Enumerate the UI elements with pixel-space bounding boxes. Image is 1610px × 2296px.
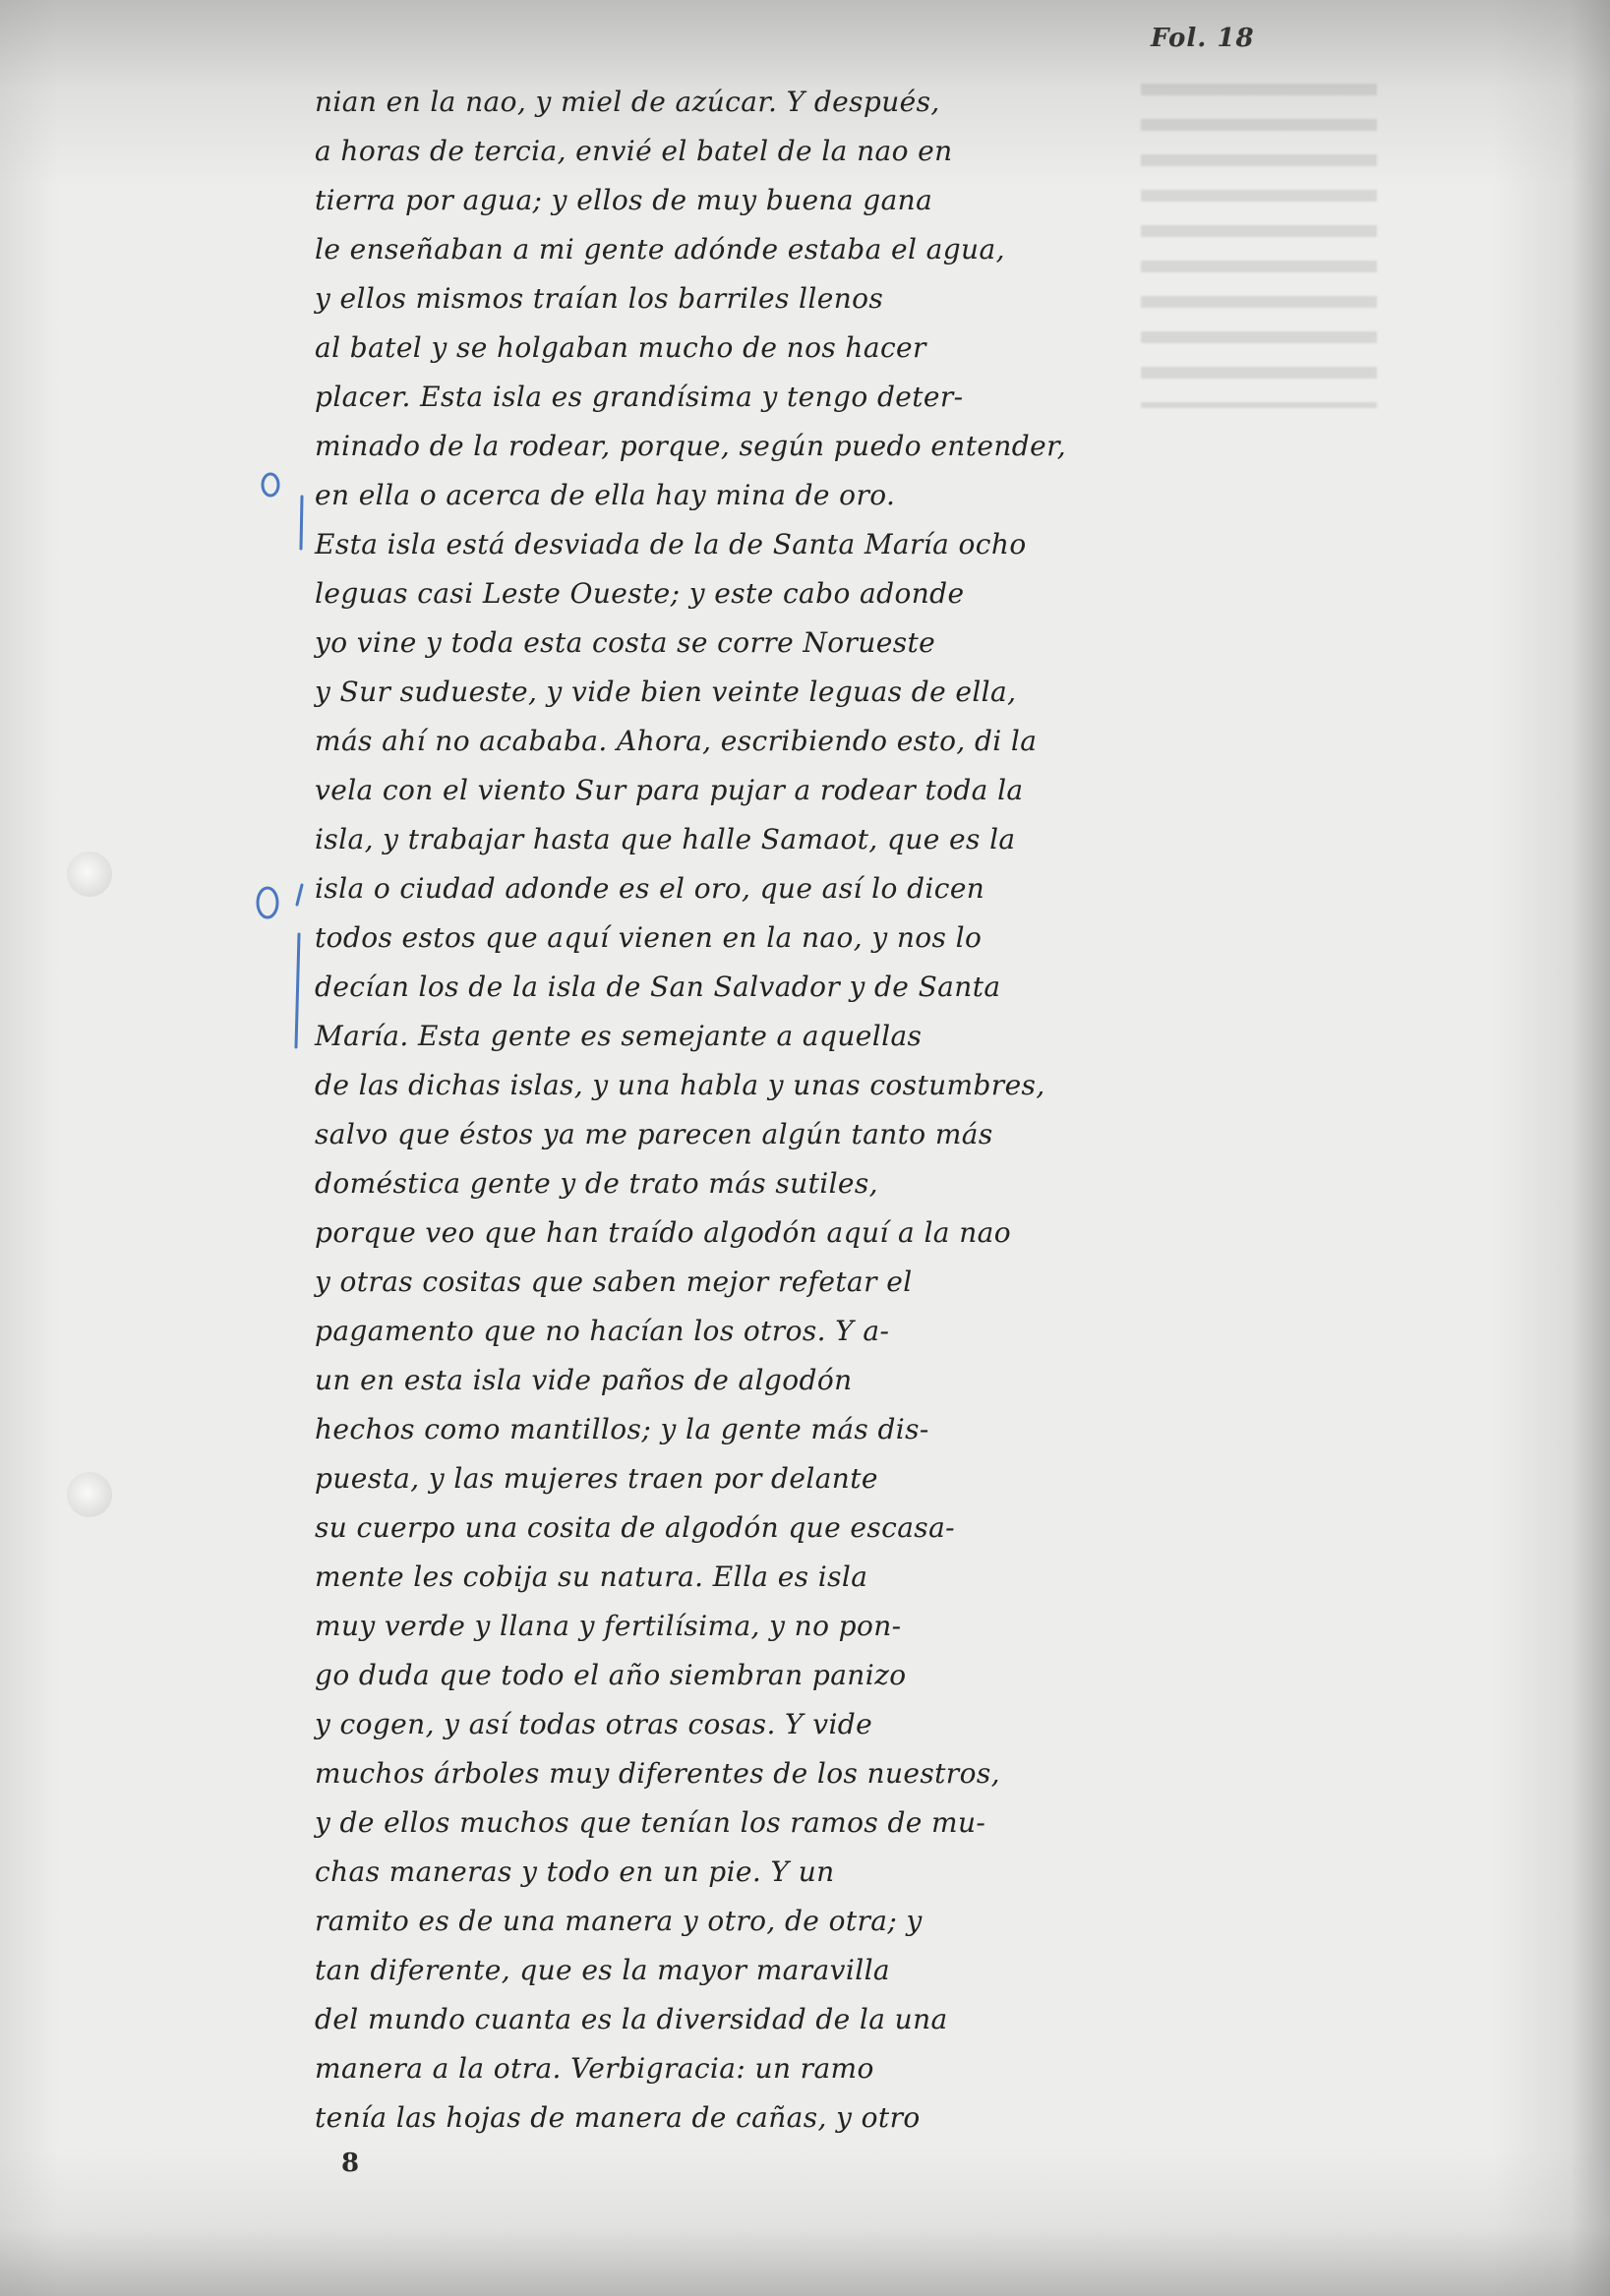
text-line: minado de la rodear, porque, según puedo entender,: [315, 430, 1067, 462]
text-line: y de ellos muchos que tenían los ramos de mu-: [315, 1806, 986, 1839]
text-line: chas maneras y todo en un pie. Y un: [315, 1855, 835, 1888]
text-line: y otras cositas que saben mejor refetar el: [315, 1266, 913, 1298]
text-line: muchos árboles muy diferentes de los nuestros,: [315, 1757, 1000, 1790]
text-line: yo vine y toda esta costa se corre Norueste: [315, 626, 936, 659]
text-line: a horas de tercia, envié el batel de la nao en: [315, 135, 953, 167]
text-line: tan diferente, que es la mayor maravilla: [315, 1954, 891, 1986]
punch-hole-upper: [67, 852, 112, 897]
margin-annotation-upper: [251, 462, 320, 560]
text-line: decían los de la isla de San Salvador y de Santa: [315, 971, 1001, 1003]
text-line: isla o ciudad adonde es el oro, que así lo dicen: [315, 872, 985, 905]
bleed-through-text: [1141, 84, 1377, 408]
text-line: al batel y se holgaban mucho de nos hacer: [315, 331, 926, 364]
text-line: puesta, y las mujeres traen por delante: [315, 1462, 878, 1495]
page-number: 8: [341, 2149, 360, 2178]
text-line: nian en la nao, y miel de azúcar. Y después,: [315, 86, 940, 118]
text-line: su cuerpo una cosita de algodón que escasa-: [315, 1511, 956, 1544]
text-line: placer. Esta isla es grandísima y tengo deter-: [315, 381, 964, 413]
text-line: pagamento que no hacían los otros. Y a-: [315, 1315, 890, 1347]
text-line: y cogen, y así todas otras cosas. Y vide: [315, 1708, 873, 1740]
text-line: Esta isla está desviada de la de Santa María ocho: [315, 528, 1027, 560]
text-line: porque veo que han traído algodón aquí a la nao: [315, 1216, 1011, 1249]
text-line: en ella o acerca de ella hay mina de oro.: [315, 479, 896, 511]
text-line: isla, y trabajar hasta que halle Samaot, que es la: [315, 823, 1016, 855]
text-line: del mundo cuanta es la diversidad de la una: [315, 2003, 948, 2035]
margin-annotation-lower: [246, 875, 325, 1072]
text-line: y ellos mismos traían los barriles llenos: [315, 282, 884, 315]
text-line: tierra por agua; y ellos de muy buena gana: [315, 184, 933, 216]
text-line: salvo que éstos ya me parecen algún tanto más: [315, 1118, 993, 1150]
text-line: muy verde y llana y fertilísima, y no pon-: [315, 1610, 902, 1642]
text-line: leguas casi Leste Oueste; y este cabo adonde: [315, 577, 965, 610]
text-line: tenía las hojas de manera de cañas, y otro: [315, 2101, 921, 2134]
text-line: manera a la otra. Verbigracia: un ramo: [315, 2052, 874, 2085]
text-line: le enseñaban a mi gente adónde estaba el agua,: [315, 233, 1005, 265]
text-line: go duda que todo el año siembran panizo: [315, 1659, 907, 1691]
text-line: todos estos que aquí vienen en la nao, y nos lo: [315, 921, 983, 954]
text-line: María. Esta gente es semejante a aquellas: [315, 1020, 923, 1052]
text-line: más ahí no acababa. Ahora, escribiendo esto, di la: [315, 725, 1038, 757]
text-line: de las dichas islas, y una habla y unas costumbres,: [315, 1069, 1045, 1101]
text-line: doméstica gente y de trato más sutiles,: [315, 1167, 878, 1200]
text-line: un en esta isla vide paños de algodón: [315, 1364, 853, 1396]
punch-hole-lower: [67, 1472, 112, 1517]
folio-number: Fol. 18: [1151, 24, 1255, 53]
text-line: vela con el viento Sur para pujar a rodear toda la: [315, 774, 1024, 806]
text-line: mente les cobija su natura. Ella es isla: [315, 1560, 868, 1593]
text-line: ramito es de una manera y otro, de otra; y: [315, 1905, 923, 1937]
text-line: y Sur sudueste, y vide bien veinte leguas de ella,: [315, 676, 1017, 708]
text-line: hechos como mantillos; y la gente más dis-: [315, 1413, 929, 1445]
